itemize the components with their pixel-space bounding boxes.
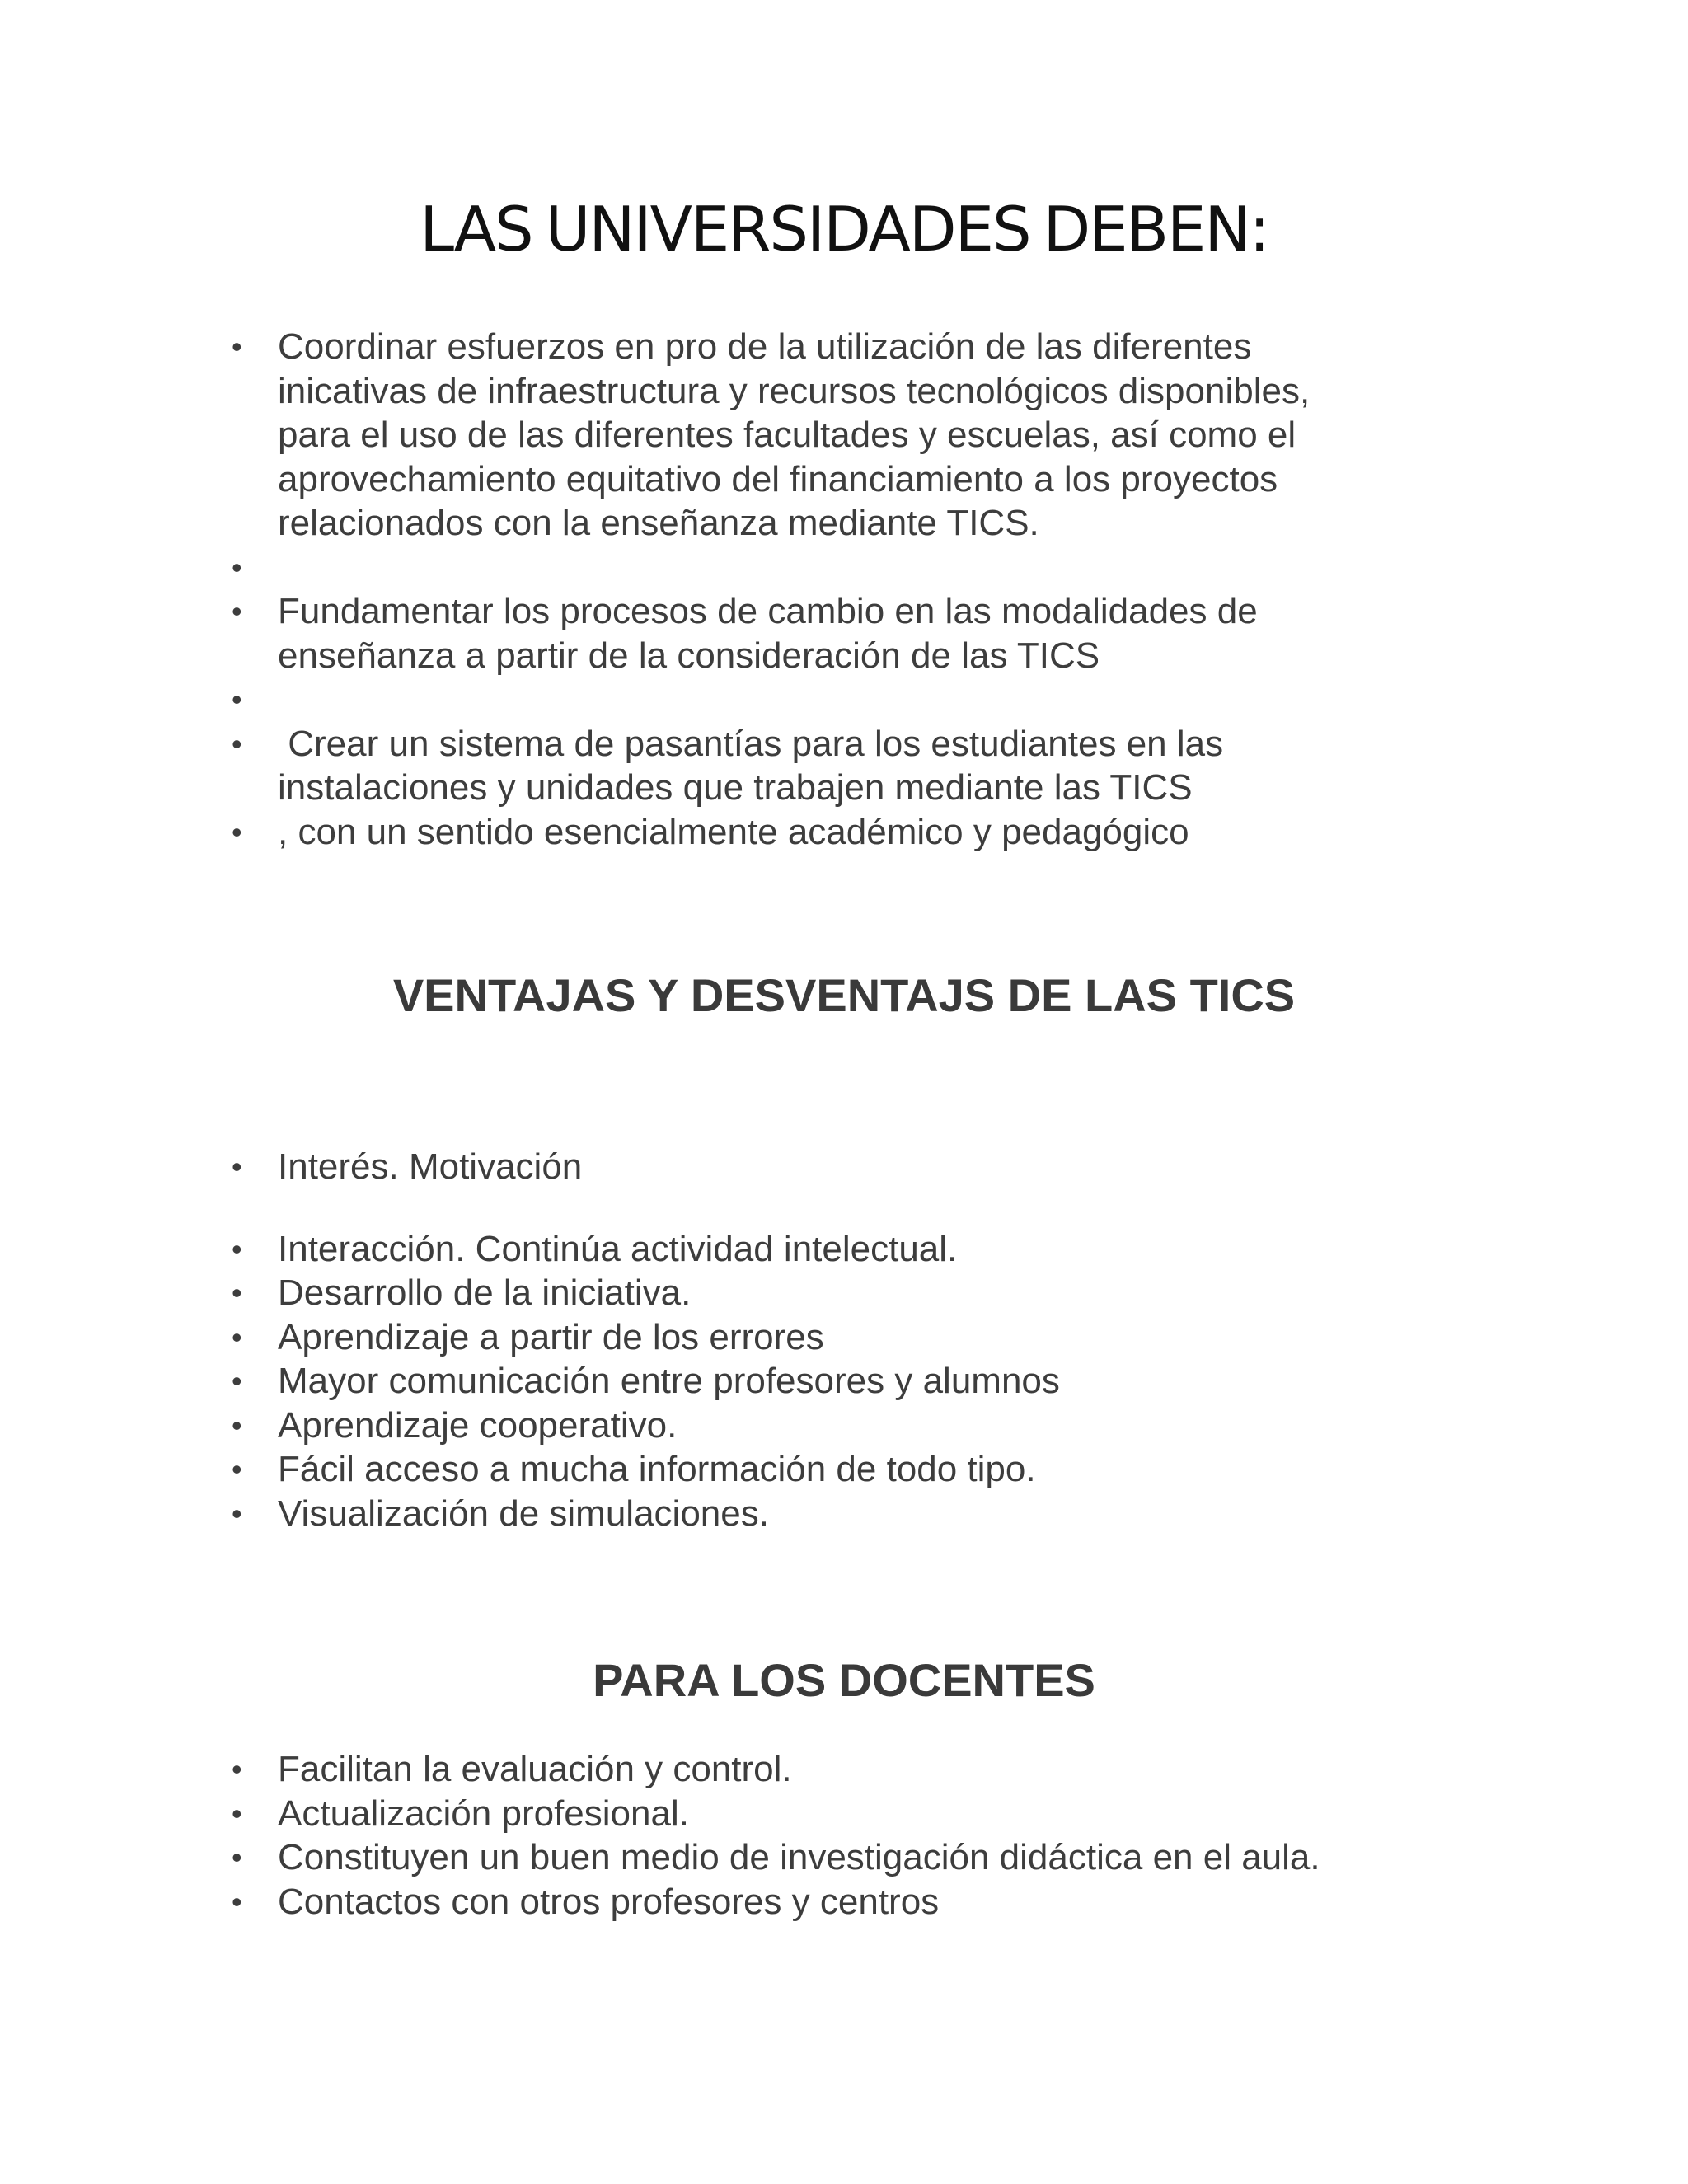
bullet-icon: • <box>232 814 242 849</box>
list-item-text: Interacción. Continúa actividad intelectual. <box>278 1228 958 1269</box>
list-item <box>0 1315 1688 1360</box>
bullet-icon: • <box>232 1496 242 1530</box>
bullet-icon: • <box>232 1840 242 1874</box>
list-item <box>0 325 1688 546</box>
ventajas-list <box>0 1145 1688 1535</box>
page-title: LAS UNIVERSIDADES DEBEN: <box>420 193 1268 265</box>
list-item-text: Constituyen un buen medio de investigación didáctica en el aula. <box>278 1837 1320 1877</box>
bullet-icon: • <box>232 726 242 761</box>
list-item-text: Interés. Motivación <box>278 1146 583 1187</box>
bullet-icon: • <box>232 1408 242 1442</box>
list-item <box>0 1792 1688 1836</box>
bullet-icon: • <box>232 1231 242 1266</box>
list-item-text: Facilitan la evaluación y control. <box>278 1749 792 1789</box>
list-item-text: Fundamentar los procesos de cambio en las modalidades de enseñanza a partir de la consideración de las TICS <box>278 591 1258 676</box>
bullet-icon: • <box>232 682 242 716</box>
list-item-text: Fácil acceso a mucha información de todo tipo. <box>278 1449 1036 1489</box>
list-item <box>0 722 1688 810</box>
bullet-icon: • <box>232 1752 242 1786</box>
list-item <box>0 1227 1688 1272</box>
bullet-icon: • <box>232 1796 242 1830</box>
list-item <box>0 546 1688 590</box>
list-item <box>0 1747 1688 1792</box>
docentes-list <box>0 1747 1688 1924</box>
bullet-icon: • <box>232 594 242 628</box>
bullet-icon: • <box>232 550 242 584</box>
bullet-icon: • <box>232 1884 242 1919</box>
bullet-icon: • <box>232 1319 242 1354</box>
list-item <box>0 1880 1688 1924</box>
list-item-text: Aprendizaje a partir de los errores <box>278 1316 824 1357</box>
list-item-text: , con un sentido esencialmente académico y pedagógico <box>278 811 1189 852</box>
list-item-text: Visualización de simulaciones. <box>278 1493 769 1534</box>
list-item-text: Aprendizaje cooperativo. <box>278 1404 678 1446</box>
bullet-icon: • <box>232 1150 242 1183</box>
bullet-icon: • <box>232 330 242 363</box>
list-item-text: Crear un sistema de pasantías para los estudiantes en las instalaciones y unidades que trabajen mediante las TICS <box>278 723 1224 808</box>
list-item <box>0 1404 1688 1448</box>
list-item <box>0 1447 1688 1492</box>
list-item-text: Contactos con otros profesores y centros <box>278 1881 940 1922</box>
list-item <box>0 1835 1688 1880</box>
list-item <box>0 1359 1688 1404</box>
list-item-text <box>278 546 1523 590</box>
bullet-icon: • <box>232 1276 242 1310</box>
list-item-text: Mayor comunicación entre profesores y alumnos <box>278 1361 1060 1401</box>
list-item-text: Coordinar esfuerzos en pro de la utilización de las diferentes inicativas de infraestructura y recursos tecnológicos disponibles, para el uso de las diferentes facultades y escuelas, así como el aprovechamiento equitativo del financiamiento a los proyectos relacionados con la enseñanza mediante TICS. <box>278 326 1311 543</box>
docentes-heading: PARA LOS DOCENTES <box>593 1654 1095 1706</box>
bullet-icon: • <box>232 1364 242 1398</box>
universidades-list <box>0 325 1688 854</box>
bullet-icon: • <box>232 1452 242 1486</box>
list-item <box>0 677 1688 722</box>
list-item <box>0 1145 1688 1189</box>
list-item-text: Desarrollo de la iniciativa. <box>278 1272 692 1313</box>
list-item-text: Actualización profesional. <box>278 1793 689 1834</box>
list-item <box>0 810 1688 855</box>
list-item-text <box>278 677 1523 722</box>
list-item <box>0 1271 1688 1315</box>
list-item <box>0 589 1688 677</box>
list-item <box>0 1492 1688 1536</box>
ventajas-heading: VENTAJAS Y DESVENTAJS DE LAS TICS <box>392 969 1296 1021</box>
